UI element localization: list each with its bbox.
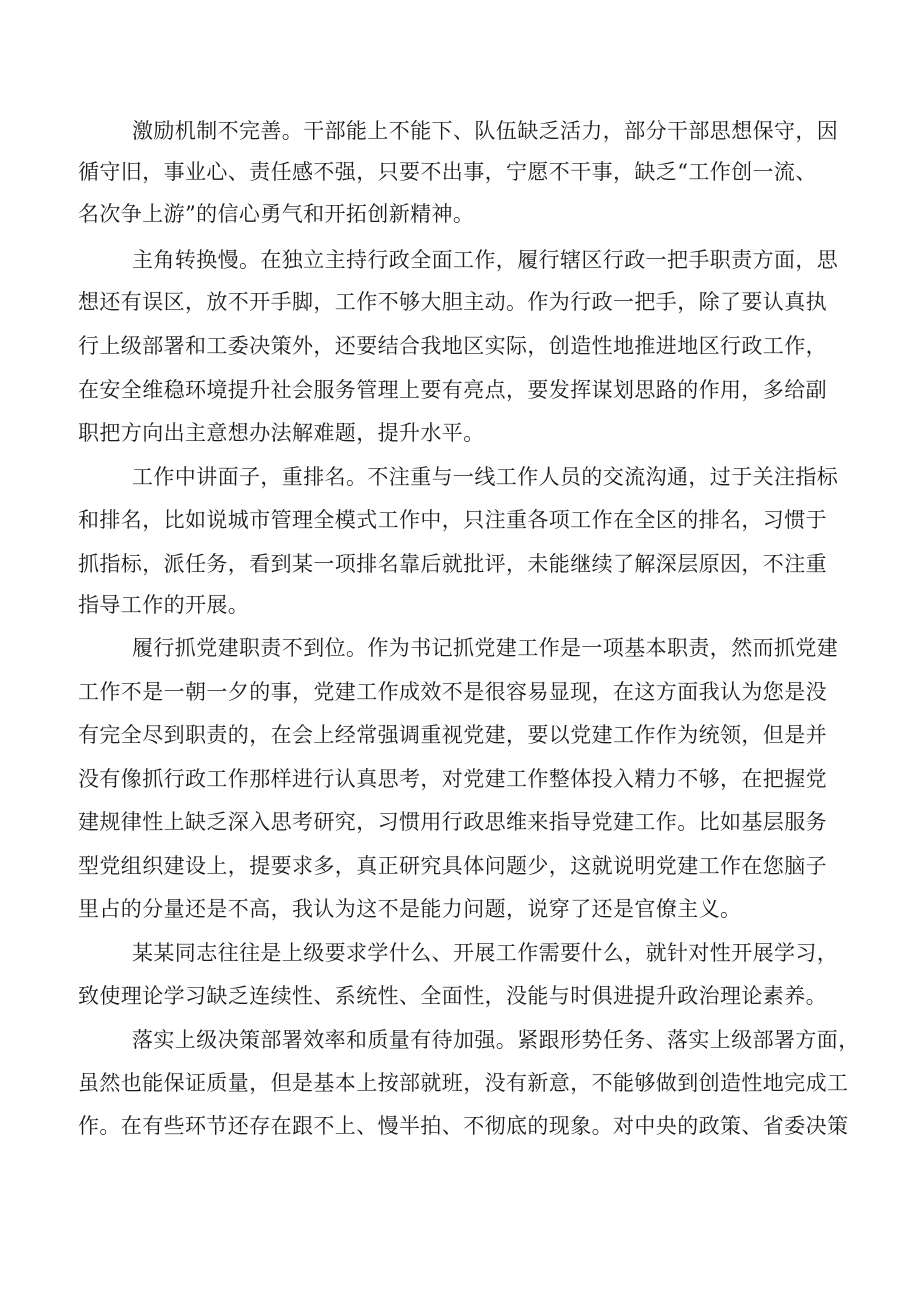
- text-line: 想还有误区，放不开手脚，工作不够大胆主动。作为行政一把手，除了要认真执: [78, 290, 827, 314]
- text-line: 工作中讲面子，重排名。不注重与一线工作人员的交流沟通，过于关注指标: [132, 465, 839, 489]
- text-line: 工作不是一朝一夕的事，党建工作成效不是很容易显现，在这方面我认为您是没: [78, 680, 827, 704]
- text-line: 行上级部署和工委决策外，还要结合我地区实际，创造性地推进地区行政工作，: [78, 334, 827, 358]
- text-line: 里占的分量还是不高，我认为这不是能力问题，说穿了还是官僚主义。: [78, 897, 742, 921]
- text-line: 履行抓党建职责不到位。作为书记抓党建工作是一项基本职责，然而抓党建: [132, 636, 839, 660]
- text-line: 抓指标，派任务，看到某一项排名靠后就批评，未能继续了解深层原因，不注重: [78, 552, 827, 576]
- text-line: 某某同志往往是上级要求学什么、开展工作需要什么，就针对性开展学习，: [132, 941, 839, 965]
- text-line: 没有像抓行政工作那样进行认真思考，对党建工作整体投入精力不够，在把握党: [78, 767, 827, 791]
- text-line: 激励机制不完善。干部能上不能下、队伍缺乏活力，部分干部思想保守，因: [132, 119, 839, 143]
- text-line: 落实上级决策部署效率和质量有待加强。紧跟形势任务、落实上级部署方面，: [132, 1028, 860, 1052]
- text-line: 在安全维稳环境提升社会服务管理上要有亮点，要发挥谋划思路的作用，多给副: [78, 378, 827, 402]
- text-line: 职把方向出主意想办法解难题，提升水平。: [78, 421, 485, 445]
- text-line: 作。在有些环节还存在跟不上、慢半拍、不彻底的现象。对中央的政策、省委决策: [78, 1114, 849, 1138]
- text-line: 建规律性上缺乏深入思考研究，习惯用行政思维来指导党建工作。比如基层服务: [78, 810, 827, 834]
- text-line: 和排名，比如说城市管理全模式工作中，只注重各项工作在全区的排名，习惯于: [78, 508, 827, 532]
- text-line: 有完全尽到职责的，在会上经常强调重视党建，要以党建工作作为统领，但是并: [78, 723, 827, 747]
- text-line: 致使理论学习缺乏连续性、系统性、全面性，没能与时俱进提升政治理论素养。: [78, 984, 827, 1008]
- text-line: 循守旧，事业心、责任感不强，只要不出事，宁愿不干事，缺乏“工作创一流、: [78, 160, 817, 184]
- text-line: 指导工作的开展。: [78, 593, 250, 617]
- text-line: 名次争上游”的信心勇气和开拓创新精神。: [78, 202, 475, 226]
- text-line: 主角转换慢。在独立主持行政全面工作，履行辖区行政一把手职责方面，思: [132, 248, 839, 272]
- text-line: 虽然也能保证质量，但是基本上按部就班，没有新意，不能够做到创造性地完成工: [78, 1071, 849, 1095]
- text-line: 型党组织建设上，提要求多，真正研究具体问题少，这就说明党建工作在您脑子: [78, 854, 827, 878]
